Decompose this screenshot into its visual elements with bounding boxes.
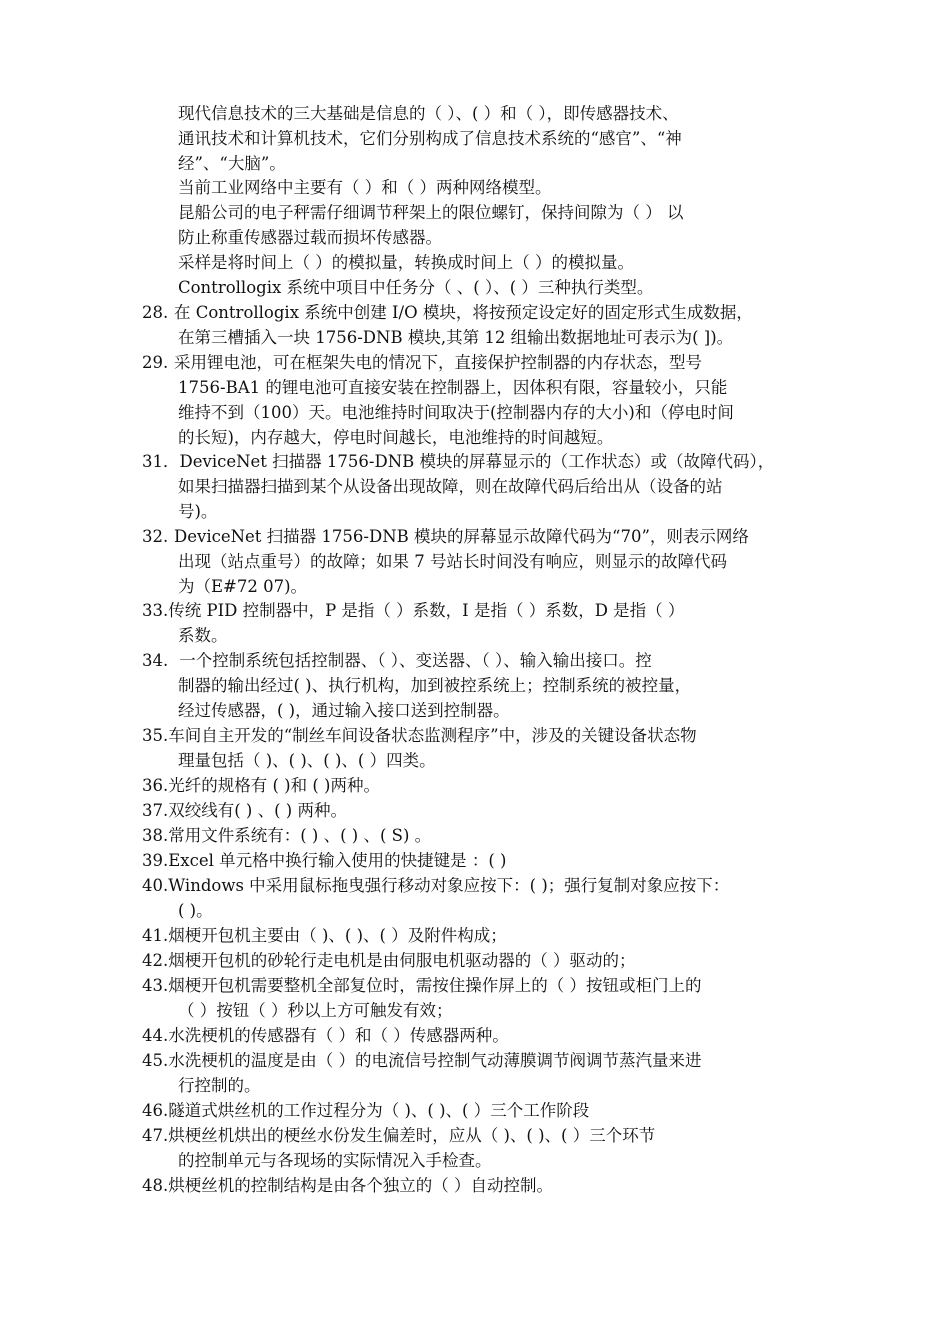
- question-text: 光纤的规格有 ( )和 ( )两种。: [168, 776, 380, 795]
- question-line: [142, 723, 812, 748]
- question-text: 在 Controllogix 系统中创建 I/O 模块，将按预定设定好的固定形式生成数据，: [174, 303, 753, 322]
- question-item: [142, 648, 812, 723]
- question-text: 当前工业网络中主要有（ ）和（ ）两种网络模型。: [178, 178, 552, 197]
- question-item: [142, 250, 812, 275]
- question-text: DeviceNet 扫描器 1756-DNB 模块的屏幕显示的（工作状态）或（故障代码），: [179, 452, 775, 471]
- question-line: [142, 823, 812, 848]
- question-number: 42.: [142, 951, 169, 970]
- question-number: 32.: [142, 527, 169, 546]
- question-line: [142, 200, 812, 225]
- question-text: Excel 单元格中换行输入使用的快捷键是 ：( ): [168, 851, 507, 870]
- question-line: 制器的输出经过( )、执行机构，加到被控系统上；控制系统的被控量，: [178, 676, 692, 695]
- question-line: [142, 524, 812, 549]
- question-line: [142, 250, 812, 275]
- question-number: 39.: [142, 851, 169, 870]
- question-text: Controllogix 系统中项目中任务分（ 、( ）、( ）三种执行类型。: [178, 278, 654, 297]
- question-number: 48.: [142, 1176, 169, 1195]
- question-number: 43.: [142, 976, 169, 995]
- question-line: 维持不到（100）天。电池维持时间取决于(控制器内存的大小)和（停电时间: [178, 403, 734, 422]
- question-line: [142, 773, 812, 798]
- question-text: DeviceNet 扫描器 1756-DNB 模块的屏幕显示故障代码为“70”，则表示网络: [174, 527, 749, 546]
- question-text: 车间自主开发的“制丝车间设备状态监测程序”中，涉及的关键设备状态物: [168, 726, 697, 745]
- question-line: 的长短)，内存越大，停电时间越长，电池维持的时间越短。: [178, 428, 614, 447]
- question-number: 37.: [142, 801, 169, 820]
- question-text: 水洗梗机的温度是由（ ）的电流信号控制气动薄膜调节阀调节蒸汽量来进: [168, 1051, 702, 1070]
- question-text: 常用文件系统有：( ) 、( ) 、( S) 。: [168, 826, 432, 845]
- question-text: 烘梗丝机烘出的梗丝水份发生偏差时，应从（ )、( )、( ）三个环节: [168, 1126, 656, 1145]
- question-line: [142, 101, 812, 126]
- question-line: [142, 449, 812, 474]
- question-line: 为（E#72 07)。: [178, 577, 308, 596]
- question-item: [142, 1023, 812, 1048]
- question-line: [142, 1123, 812, 1148]
- question-line: [142, 873, 812, 898]
- question-line: [142, 1023, 812, 1048]
- question-text: 烟梗开包机的砂轮行走电机是由伺服电机驱动器的（ ）驱动的；: [168, 951, 636, 970]
- question-line: [142, 798, 812, 823]
- question-line: 通讯技术和计算机技术，它们分别构成了信息技术系统的“感官”、“神: [178, 129, 682, 148]
- question-line: 经过传感器，( )，通过输入接口送到控制器。: [178, 701, 510, 720]
- question-number: 29.: [142, 353, 169, 372]
- question-text: 采样是将时间上（ ）的模拟量，转换成时间上（ ）的模拟量。: [178, 253, 634, 272]
- question-line: [142, 923, 812, 948]
- question-item: [142, 923, 812, 948]
- question-text: 一个控制系统包括控制器、（ ）、变送器、（ ）、输入输出接口。控: [174, 651, 652, 670]
- question-line: [142, 275, 812, 300]
- question-line: ( )。: [178, 901, 213, 920]
- question-item: [142, 200, 812, 250]
- question-line: [142, 1048, 812, 1073]
- question-line: [142, 648, 812, 673]
- question-text: 隧道式烘丝机的工作过程分为（ )、( )、( ）三个工作阶段: [168, 1101, 590, 1120]
- question-text: 双绞线有( ) 、( ) 两种。: [168, 801, 347, 820]
- question-item: [142, 823, 812, 848]
- question-text: Windows 中采用鼠标拖曳强行移动对象应按下：( )；强行复制对象应按下：: [168, 876, 730, 895]
- question-line: [142, 598, 812, 623]
- question-number: 36.: [142, 776, 169, 795]
- question-line: [142, 848, 812, 873]
- question-item: [142, 948, 812, 973]
- question-item: [142, 524, 812, 599]
- question-number: 31．: [142, 452, 180, 471]
- question-number: 33.: [142, 601, 169, 620]
- question-number: 28.: [142, 303, 169, 322]
- question-item: [142, 175, 812, 200]
- question-item: [142, 1048, 812, 1098]
- question-text: 烟梗开包机需要整机全部复位时，需按住操作屏上的（ ）按钮或柜门上的: [168, 976, 702, 995]
- question-item: [142, 449, 812, 524]
- question-line: 系数。: [178, 626, 228, 645]
- question-number: 47.: [142, 1126, 169, 1145]
- question-item: [142, 773, 812, 798]
- question-line: [142, 1173, 812, 1198]
- question-item: [142, 873, 812, 923]
- question-line: [142, 948, 812, 973]
- question-text: 烘梗丝机的控制结构是由各个独立的（ ）自动控制。: [168, 1176, 553, 1195]
- question-number: 40.: [142, 876, 169, 895]
- question-number: 35.: [142, 726, 169, 745]
- question-text: 采用锂电池，可在框架失电的情况下，直接保护控制器的内存状态，型号: [174, 353, 702, 372]
- question-item: [142, 798, 812, 823]
- question-line: [142, 1098, 812, 1123]
- question-item: [142, 1123, 812, 1173]
- question-number: 46.: [142, 1101, 169, 1120]
- question-text: 烟梗开包机主要由（ )、( )、( ）及附件构成；: [168, 926, 507, 945]
- question-text: 现代信息技术的三大基础是信息的（ ）、( ）和（ ），即传感器技术、: [178, 104, 679, 123]
- question-item: [142, 1098, 812, 1123]
- question-line: 如果扫描器扫描到某个从设备出现故障，则在故障代码后给出从（设备的站: [178, 477, 723, 496]
- question-line: 出现（站点重号）的故障；如果 7 号站长时间没有响应，则显示的故障代码: [178, 552, 727, 571]
- question-item: [142, 300, 812, 350]
- question-line: 号)。: [178, 502, 218, 521]
- question-line: 1756-BA1 的锂电池可直接安装在控制器上，因体积有限，容量较小，只能: [178, 378, 728, 397]
- question-number: 44.: [142, 1026, 169, 1045]
- question-line: [142, 350, 812, 375]
- question-number: 34.: [142, 651, 169, 670]
- question-line: [142, 175, 812, 200]
- question-line: 在第三槽插入一块 1756-DNB 模块,其第 12 组输出数据地址可表示为( ])。: [178, 328, 734, 347]
- question-line: [142, 973, 812, 998]
- question-line: （ ）按钮（ ）秒以上方可触发有效；: [178, 1001, 453, 1020]
- question-item: [142, 1173, 812, 1198]
- question-item: [142, 101, 812, 176]
- question-item: [142, 598, 812, 648]
- question-number: 38.: [142, 826, 169, 845]
- question-number: 41.: [142, 926, 169, 945]
- question-line: 理量包括（ )、( )、( )、( ）四类。: [178, 751, 436, 770]
- question-text: 水洗梗机的传感器有（ ）和（ ）传感器两种。: [168, 1026, 509, 1045]
- question-line: [142, 300, 812, 325]
- question-text: 昆船公司的电子秤需仔细调节秤架上的限位螺钉，保持间隙为（ ） 以: [178, 203, 684, 222]
- question-line: 的控制单元与各现场的实际情况入手检查。: [178, 1151, 492, 1170]
- question-text: 传统 PID 控制器中，P 是指（ ）系数，I 是指（ ）系数，D 是指（ ）: [168, 601, 685, 620]
- question-item: [142, 973, 812, 1023]
- question-line: 行控制的。: [178, 1076, 261, 1095]
- question-item: [142, 723, 812, 773]
- question-number: 45.: [142, 1051, 169, 1070]
- question-line: 防止称重传感器过载而损坏传感器。: [178, 228, 442, 247]
- question-item: [142, 350, 812, 450]
- question-line: 经”、“大脑”。: [178, 154, 286, 173]
- question-item: [142, 275, 812, 300]
- question-item: [142, 848, 812, 873]
